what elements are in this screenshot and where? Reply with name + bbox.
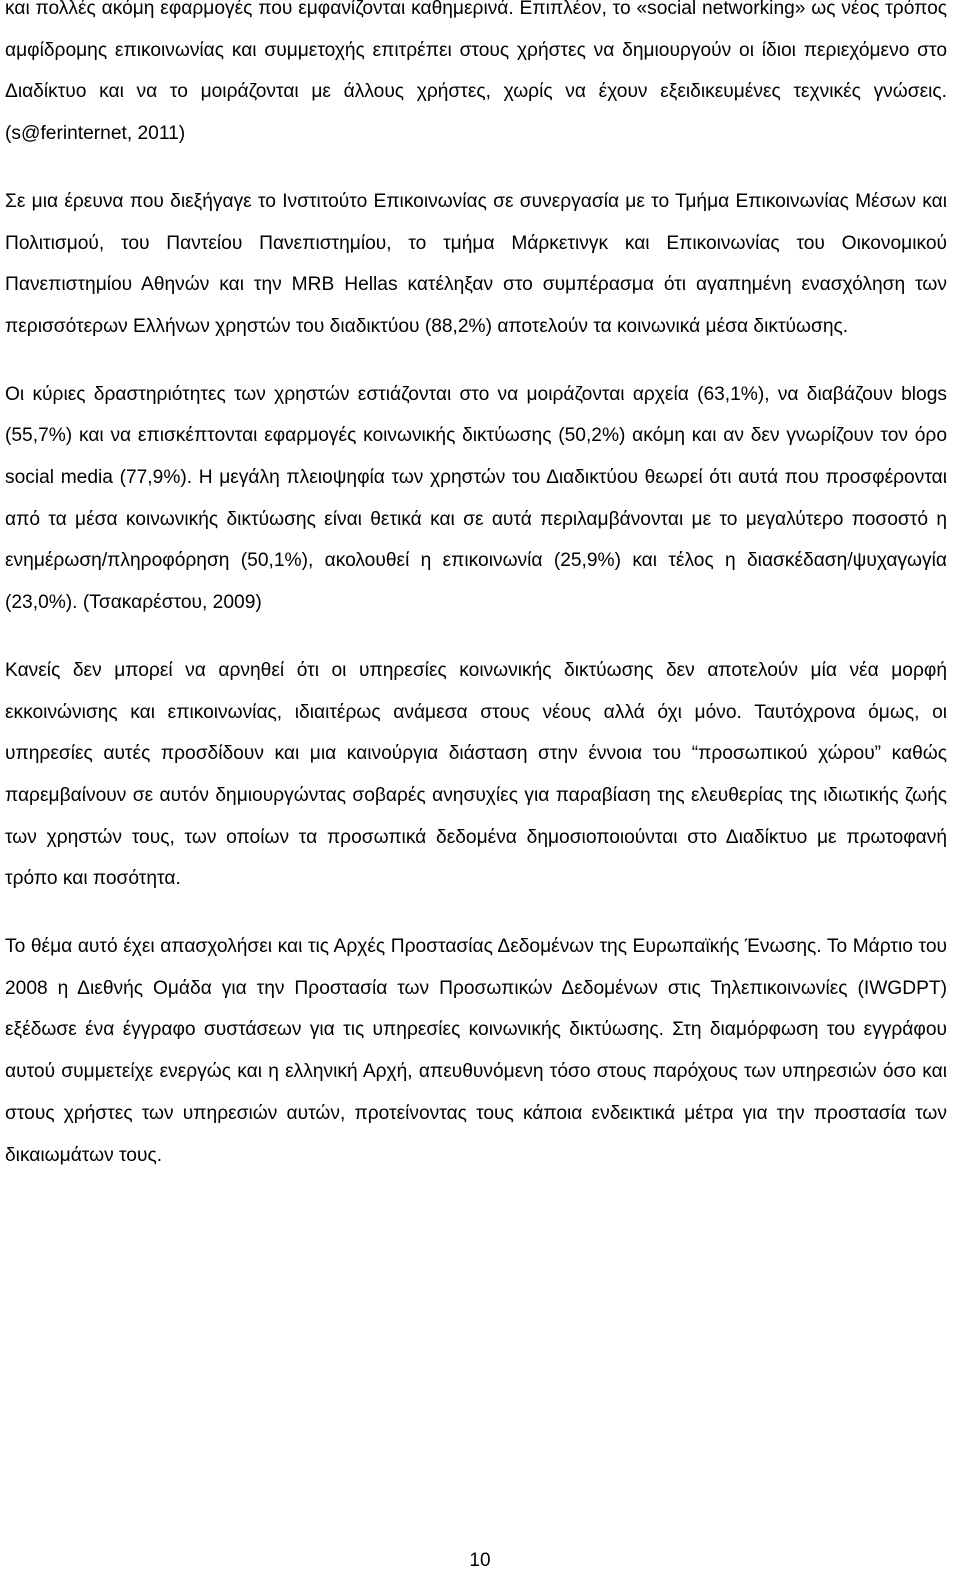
paragraph-user-activities: Οι κύριες δραστηριότητες των χρηστών εστιάζονται στο να μοιράζονται αρχεία (63,1%), να διαβάζουν blogs (55,7%) και να επισκέπτονται εφαρμογές κοινωνικής δικτύωσης (50,2%) ακόμη και αν δεν γνωρίζουν τον όρο social media (77,9%). Η μεγάλη πλειοψηφία των χρηστών του Διαδικτύου θεωρεί ότι αυτά που προσφέρονται από τα μέσα κοινωνικής δικτύωσης είναι θετικά και σε αυτά περιλαμβάνονται με το μεγαλύτερο ποσοστό η ενημέρωση/πληροφόρηση (50,1%), ακολουθεί η επικοινωνία (25,9%) και τέλος η διασκέδαση/ψυχαγωγία (23,0%). (Τσακαρέστου, 2009) <box>5 383 947 614</box>
body-text <box>5 0 947 1176</box>
paragraph-data-protection: Το θέμα αυτό έχει απασχολήσει και τις Αρχές Προστασίας Δεδομένων της Ευρωπαϊκής Ένωσης. Το Μάρτιο του 2008 η Διεθνής Ομάδα για την Προστασία των Προσωπικών Δεδομένων στις Τηλεπικοινωνίες (IWGDPT) εξέδωσε ένα έγγραφο συστάσεων για τις υπηρεσίες κοινωνικής δικτύωσης. Στη διαμόρφωση του εγγράφου αυτού συμμετείχε ενεργώς και η ελληνική Αρχή, απευθυνόμενη τόσο στους παρόχους των υπηρεσιών όσο και στους χρήστες των υπηρεσιών αυτών, προτείνοντας τους κάποια ενδεικτικά μέτρα για την προστασία των δικαιωμάτων τους. <box>5 936 947 1166</box>
paragraph-survey: Σε μια έρευνα που διεξήγαγε το Ινστιτούτο Επικοινωνίας σε συνεργασία με το Τμήμα Επικοινωνίας Μέσων και Πολιτισμού, του Παντείου Πανεπιστημίου, το τμήμα Μάρκετινγκ και Επικοινωνίας του Οικονομικού Πανεπιστημίου Αθηνών και την MRB Hellas κατέληξαν στο συμπέρασμα ότι αγαπημένη ενασχόληση των περισσότερων Ελλήνων χρηστών του διαδικτύου (88,2%) αποτελούν τα κοινωνικά μέσα δικτύωσης. <box>5 190 947 337</box>
page-number: 10 <box>469 1550 491 1571</box>
paragraph-social-networking: και πολλές ακόμη εφαρμογές που εμφανίζονται καθημερινά. Επιπλέον, το «social networking» ως νέος τρόπος αμφίδρομης επικοινωνίας και συμμετοχής επιτρέπει στους χρήστες να δημιουργούν οι ίδιοι περιεχόμενο στο Διαδίκτυο και να το μοιράζονται με άλλους χρήστες, χωρίς να έχουν εξειδικευμένες τεχνικές γνώσεις. (s@ferinternet, 2011) <box>5 0 947 145</box>
paragraph-privacy-concerns: Κανείς δεν μπορεί να αρνηθεί ότι οι υπηρεσίες κοινωνικής δικτύωσης δεν αποτελούν μία νέα μορφή εκκοινώνισης και επικοινωνίας, ιδιαιτέρως ανάμεσα στους νέους αλλά όχι μόνο. Ταυτόχρονα όμως, οι υπηρεσίες αυτές προσδίδουν και μια καινούργια διάσταση στην έννοια του “προσωπικού χώρου” καθώς παρεμβαίνουν σε αυτόν δημιουργώντας σοβαρές ανησυχίες για παραβίαση της ελευθερίας της ιδιωτικής ζωής των χρηστών τους, των οποίων τα προσωπικά δεδομένα δημοσιοποιούνται στο Διαδίκτυο με πρωτοφανή τρόπο και ποσότητα. <box>5 659 947 890</box>
